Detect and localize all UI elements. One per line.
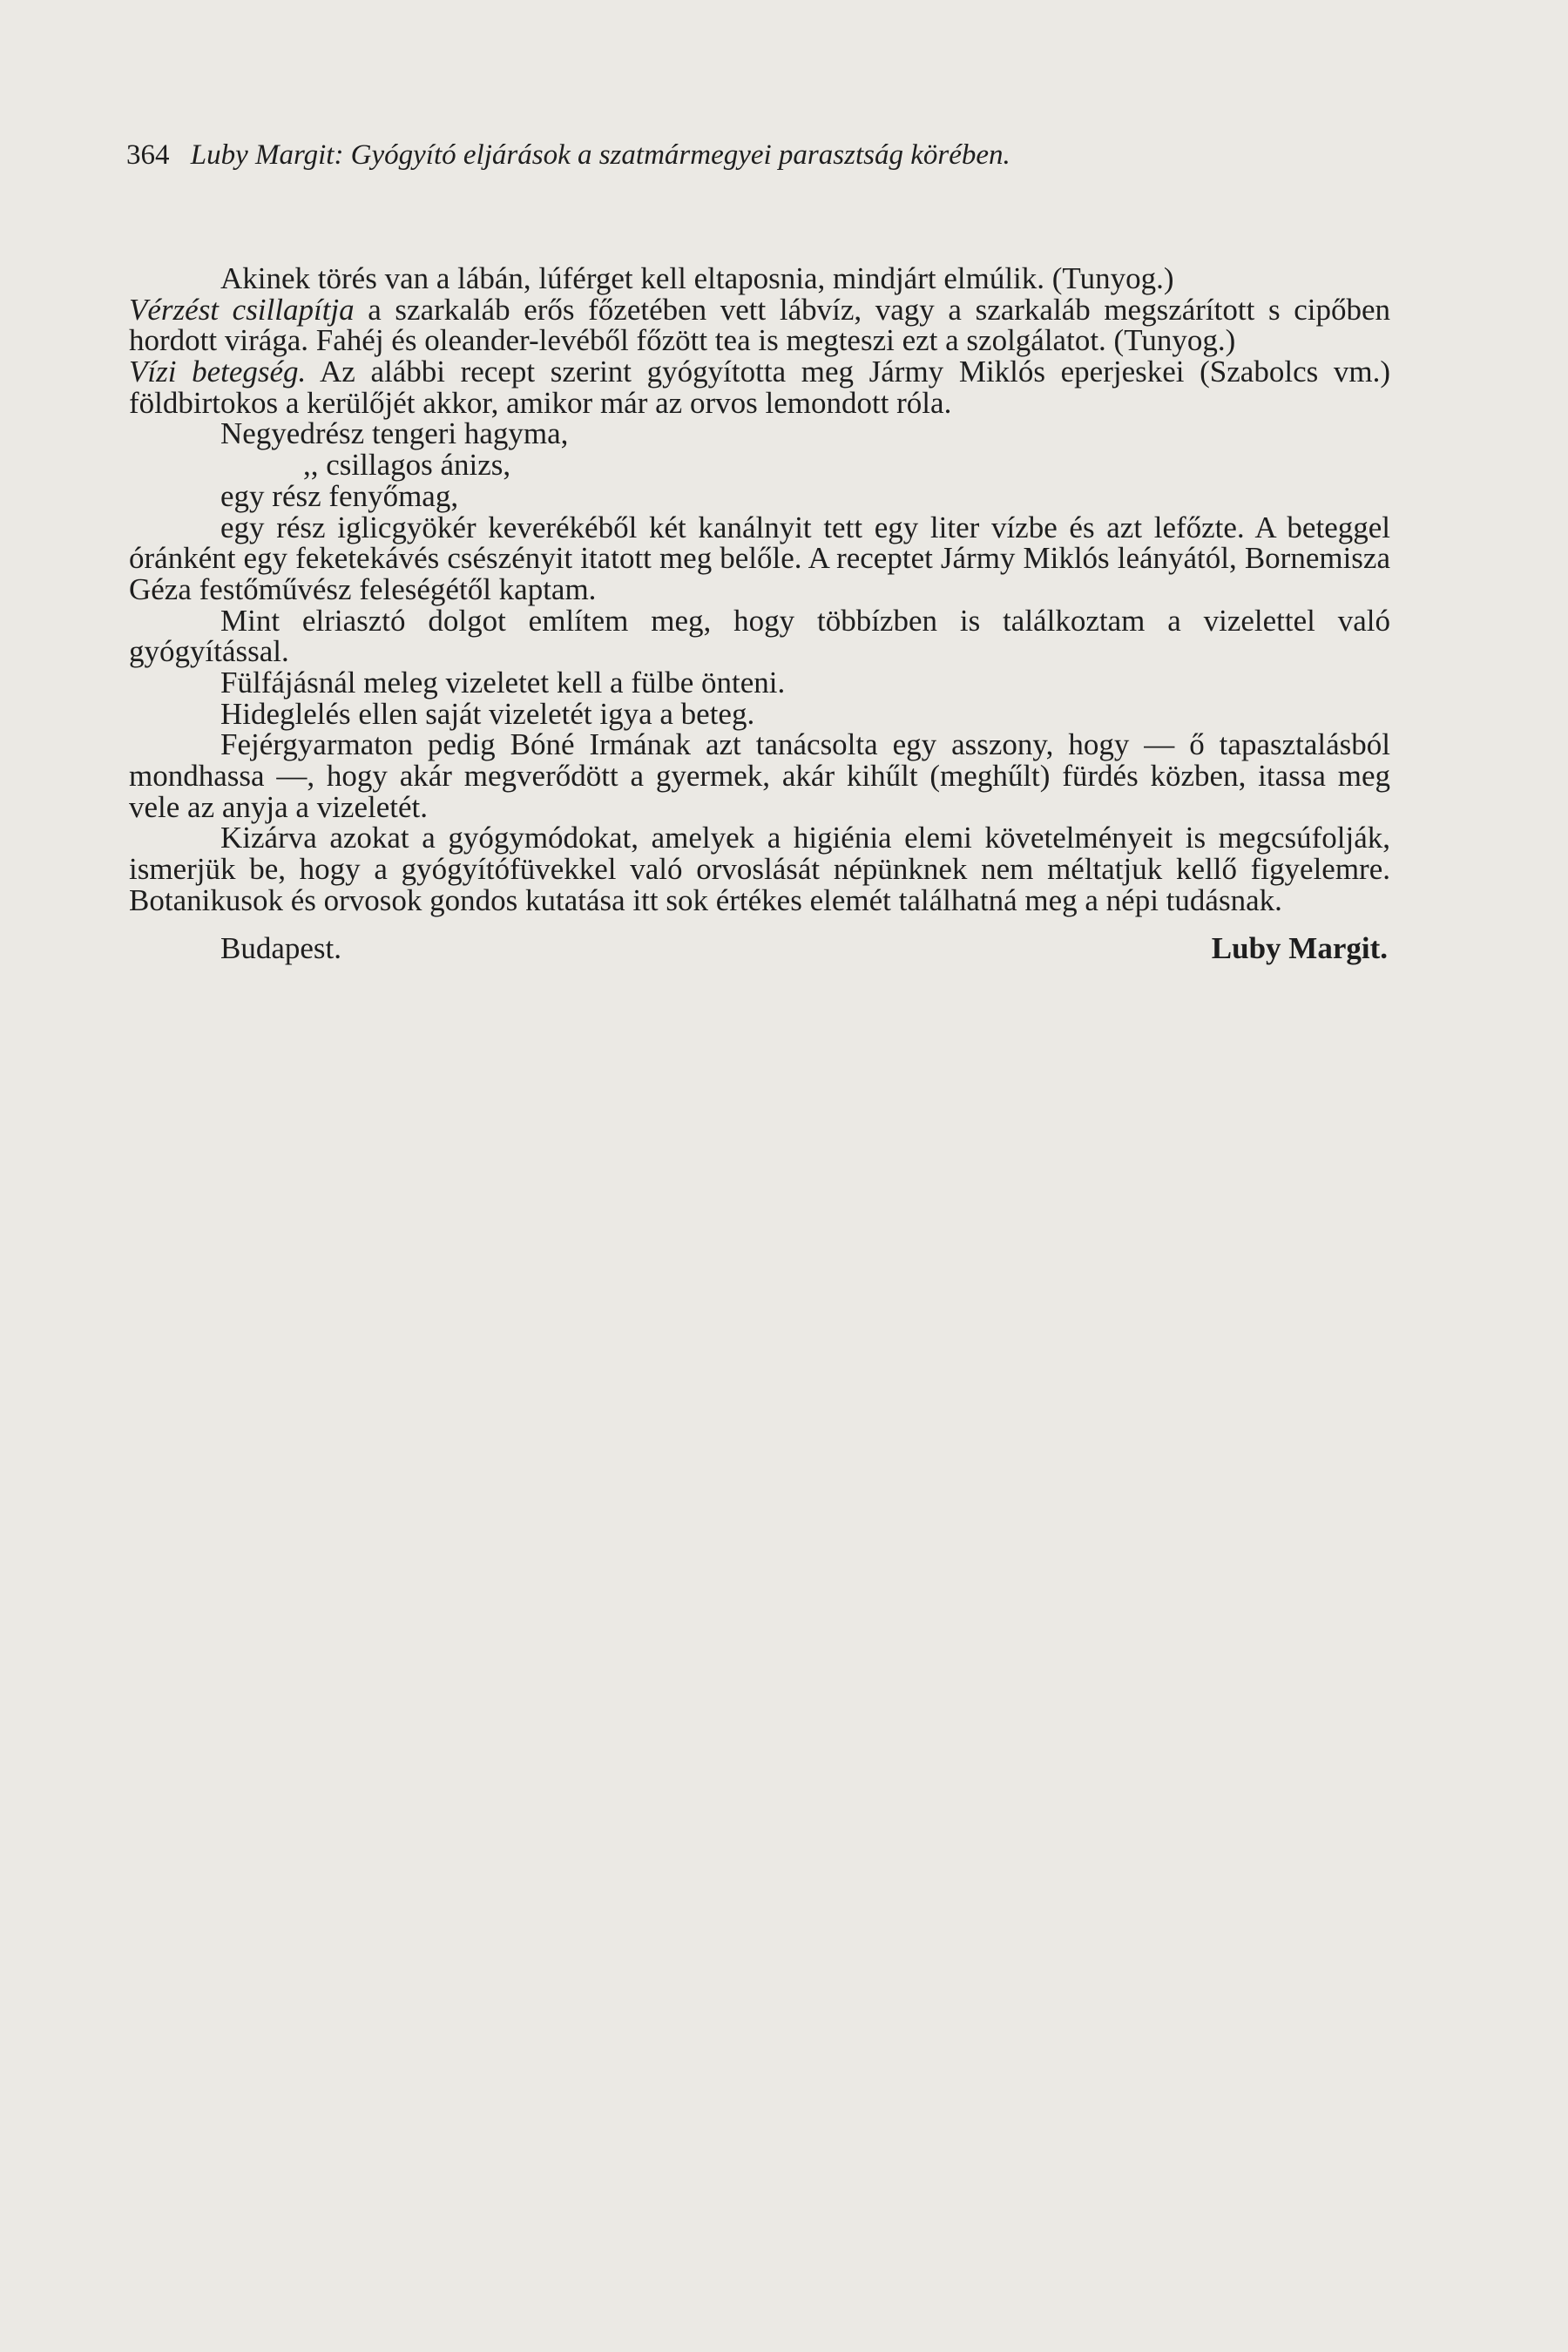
paragraph-text: Mint elriasztó dolgot említem meg, hogy többízben is találkoztam a vizelettel való gyógyítással. bbox=[129, 603, 1390, 669]
signature-line bbox=[129, 933, 1390, 964]
recipe-line: egy rész fenyőmag, bbox=[220, 478, 459, 513]
paragraph-text: Az alábbi recept szerint gyógyította meg Jármy Miklós eperjeskei (Szabolcs vm.) földbirtokos a kerülőjét akkor, amikor már az orvos lemondott róla. bbox=[129, 355, 1390, 420]
run-in-title: Vérzést csillapítja bbox=[129, 292, 355, 327]
paragraph bbox=[129, 512, 1390, 605]
article-body bbox=[129, 263, 1390, 964]
paragraph bbox=[129, 294, 1390, 356]
paragraph-text: Fülfájásnál meleg vizeletet kell a fülbe önteni. bbox=[220, 665, 786, 700]
paragraph-text: egy rész iglicgyökér keverékéből két kanálnyit tett egy liter vízbe és azt lefőzte. A beteggel óránként egy feketekávés csészényit itatott meg belőle. A receptet Jármy Miklós leányától, Bornemisza Géza festőművész feleségétől kaptam. bbox=[129, 510, 1390, 606]
recipe-line: ,, csillagos ánizs, bbox=[303, 448, 511, 483]
paragraph-text: Kizárva azokat a gyógymódokat, amelyek a higiénia elemi követelményeit is megcsúfolják, ismerjük be, hogy a gyógyítófüvekkel való orvoslását népünknek nem méltatjuk kellő figyelemre. Botanikusok és orvosok gondos kutatása itt sok értékes elemét találhatná meg a népi tudásnak. bbox=[129, 821, 1390, 917]
run-in-title: Vízi betegség. bbox=[129, 355, 307, 389]
recipe-line: Negyedrész tengeri hagyma, bbox=[220, 416, 569, 451]
paragraph bbox=[129, 263, 1390, 294]
paragraph-text: Hideglelés ellen saját vizeletét igya a beteg. bbox=[220, 696, 755, 731]
running-head bbox=[126, 139, 1010, 172]
paragraph bbox=[129, 696, 1390, 731]
paragraph bbox=[129, 605, 1390, 667]
signature-author: Luby Margit. bbox=[1211, 931, 1388, 966]
paragraph bbox=[129, 822, 1390, 916]
paragraph-text: a szarkaláb erős főzetében vett lábvíz, vagy a szarkaláb megszárított s cipőben hordott virága. Fahéj és oleander-levéből főzött tea is megteszi ezt a szolgálatot. (Tunyog.) bbox=[129, 292, 1390, 358]
paragraph bbox=[129, 356, 1390, 418]
page-number: 364 bbox=[126, 139, 170, 171]
recipe-list bbox=[129, 418, 1390, 511]
paragraph-text: Fejérgyarmaton pedig Bóné Irmának azt tanácsolta egy asszony, hogy — ő tapasztalásból mondhassa —, hogy akár megverődött a gyermek, akár kihűlt (meghűlt) fürdés közben, itassa meg vele az anyja a vizeletét. bbox=[129, 727, 1390, 824]
signature-place: Budapest. bbox=[220, 931, 342, 966]
paragraph bbox=[129, 729, 1390, 822]
paragraph bbox=[129, 667, 1390, 699]
paragraph-text: Akinek törés van a lábán, lúférget kell eltaposnia, mindjárt elmúlik. (Tunyog.) bbox=[220, 261, 1174, 295]
running-title: Luby Margit: Gyógyító eljárások a szatmármegyei parasztság körében. bbox=[190, 139, 1010, 171]
